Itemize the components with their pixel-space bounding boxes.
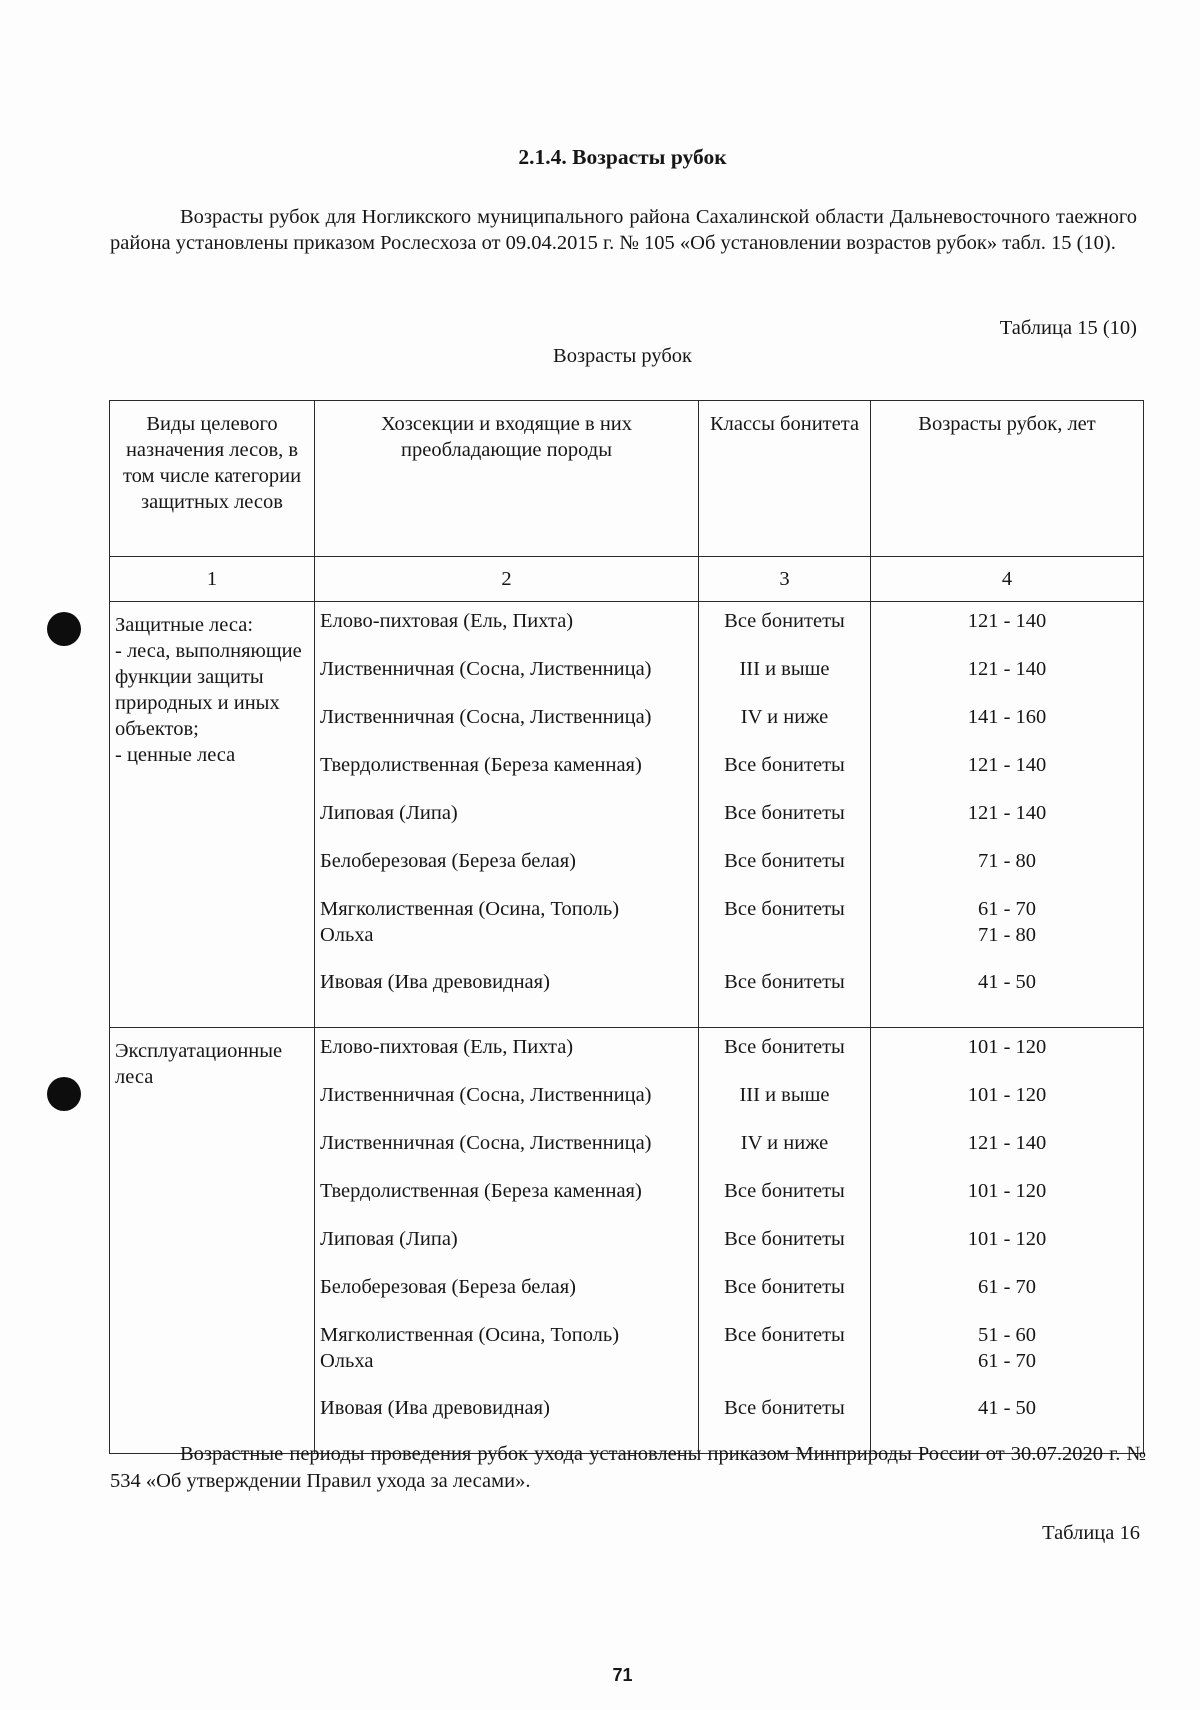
table-header-row	[110, 401, 1144, 557]
forest-category-text: - леса, выполняющие функции защиты природных и иных объектов;	[115, 640, 302, 740]
species-entry	[315, 752, 698, 800]
age-range-text: 41 - 50	[977, 1397, 1037, 1419]
site-class-text: Все бонитеты	[724, 1036, 845, 1058]
age-range-text: 51 - 60	[977, 1324, 1037, 1346]
age-range-text: 121 - 140	[967, 610, 1047, 632]
age-range-text: 121 - 140	[967, 754, 1047, 776]
species-text: Мягколиственная (Осина, Тополь)	[320, 898, 620, 920]
species-entry	[315, 1322, 698, 1395]
header-cell: Классы бонитета	[699, 401, 871, 557]
age-range-text: 61 - 70	[977, 1276, 1037, 1298]
species-entry	[315, 800, 698, 848]
age-range-text: 141 - 160	[967, 706, 1047, 728]
age-range-text: 61 - 70	[977, 898, 1037, 920]
species-text: Ольха	[320, 924, 374, 946]
site-class-text: IV и ниже	[740, 706, 829, 728]
column-number-cell: 4	[871, 557, 1144, 602]
age-range-text: 101 - 120	[967, 1084, 1047, 1106]
punch-hole-mark	[47, 612, 81, 646]
age-entry	[871, 1226, 1143, 1274]
species-text: Ивовая (Ива древовидная)	[320, 971, 550, 993]
site-class-text: Все бонитеты	[724, 898, 845, 920]
species-text: Ольха	[320, 1350, 374, 1372]
species-entry	[315, 704, 698, 752]
site-class-text: Все бонитеты	[724, 1276, 845, 1298]
species-entry	[315, 969, 698, 1017]
forest-category-text: Эксплуатационные леса	[115, 1040, 283, 1088]
species-cell	[315, 1028, 699, 1454]
species-entry	[315, 656, 698, 704]
column-number-row	[110, 557, 1144, 602]
species-entry	[315, 848, 698, 896]
species-text: Липовая (Липа)	[320, 802, 458, 824]
age-range-text: 101 - 120	[967, 1228, 1047, 1250]
site-class-text: IV и ниже	[740, 1132, 829, 1154]
forest-category-text: - ценные леса	[115, 744, 236, 766]
species-text: Лиственничная (Сосна, Лиственница)	[320, 658, 652, 680]
table-title: Возрасты рубок	[553, 345, 692, 367]
section-heading: 2.1.4. Возрасты рубок	[518, 145, 727, 169]
age-entry	[871, 1178, 1143, 1226]
species-text: Твердолиственная (Береза каменная)	[320, 754, 642, 776]
site-class-cell	[699, 1028, 871, 1454]
species-text: Елово-пихтовая (Ель, Пихта)	[320, 610, 574, 632]
age-range-text: 61 - 70	[977, 1350, 1037, 1372]
age-entry	[871, 1034, 1143, 1082]
site-class-text: Все бонитеты	[724, 610, 845, 632]
species-entry	[315, 1034, 698, 1082]
age-range-text: 71 - 80	[977, 850, 1037, 872]
age-entry	[871, 1322, 1143, 1395]
species-text: Мягколиственная (Осина, Тополь)	[320, 1324, 620, 1346]
species-text: Ивовая (Ива древовидная)	[320, 1397, 550, 1419]
age-entry	[871, 800, 1143, 848]
cutting-ages-table	[109, 400, 1144, 1454]
site-class-text: III и выше	[739, 658, 830, 680]
site-class-text: Все бонитеты	[724, 971, 845, 993]
forest-category-text: Защитные леса:	[115, 614, 254, 636]
species-text: Елово-пихтовая (Ель, Пихта)	[320, 1036, 574, 1058]
closing-paragraph: Возрастные периоды проведения рубок ухода установлены приказом Минприроды России от 30.07.2020 г. № 534 «Об утверждении Правил ухода за лесами».	[110, 1443, 1146, 1492]
species-text: Белоберезовая (Береза белая)	[320, 850, 576, 872]
species-entry	[315, 608, 698, 656]
species-entry	[315, 1130, 698, 1178]
species-entry	[315, 1226, 698, 1274]
age-range-text: 101 - 120	[967, 1180, 1047, 1202]
species-text: Липовая (Липа)	[320, 1228, 458, 1250]
species-text: Лиственничная (Сосна, Лиственница)	[320, 1132, 652, 1154]
species-entry	[315, 1274, 698, 1322]
site-class-text: Все бонитеты	[724, 1228, 845, 1250]
species-text: Белоберезовая (Береза белая)	[320, 1276, 576, 1298]
age-entry	[871, 704, 1143, 752]
species-cell	[315, 602, 699, 1028]
site-class-text: Все бонитеты	[724, 754, 845, 776]
site-class-text: Все бонитеты	[724, 850, 845, 872]
age-entry	[871, 1130, 1143, 1178]
species-entry	[315, 1178, 698, 1226]
age-entry	[871, 1274, 1143, 1322]
site-class-cell	[699, 602, 871, 1028]
intro-paragraph: Возрасты рубок для Ногликского муниципального района Сахалинской области Дальневосточного таежного района установлены приказом Рослесхоза от 09.04.2015 г. № 105 «Об установлении возрастов рубок» табл. 15 (10).	[110, 206, 1137, 254]
age-range-text: 71 - 80	[977, 924, 1037, 946]
page-number: 71	[612, 1665, 633, 1685]
age-entry	[871, 1082, 1143, 1130]
forest-category-cell	[110, 602, 315, 1028]
age-entry	[871, 848, 1143, 896]
age-entry	[871, 656, 1143, 704]
species-entry	[315, 1395, 698, 1443]
table-number-label: Таблица 15 (10)	[999, 317, 1137, 339]
site-class-text: Все бонитеты	[724, 802, 845, 824]
column-number-cell: 3	[699, 557, 871, 602]
age-entry	[871, 608, 1143, 656]
column-number-cell: 1	[110, 557, 315, 602]
site-class-text: III и выше	[739, 1084, 830, 1106]
age-entry	[871, 752, 1143, 800]
species-entry	[315, 1082, 698, 1130]
header-cell: Возрасты рубок, лет	[871, 401, 1144, 557]
species-entry	[315, 896, 698, 969]
age-range-text: 121 - 140	[967, 802, 1047, 824]
column-number-cell: 2	[315, 557, 699, 602]
site-class-text: Все бонитеты	[724, 1397, 845, 1419]
age-range-text: 41 - 50	[977, 971, 1037, 993]
forest-group-row	[110, 1028, 1144, 1454]
forest-group-row	[110, 602, 1144, 1028]
age-range-text: 121 - 140	[967, 658, 1047, 680]
punch-hole-mark	[47, 1077, 81, 1111]
species-text: Лиственничная (Сосна, Лиственница)	[320, 706, 652, 728]
cutting-age-cell	[871, 602, 1144, 1028]
species-text: Лиственничная (Сосна, Лиственница)	[320, 1084, 652, 1106]
species-text: Твердолиственная (Береза каменная)	[320, 1180, 642, 1202]
age-entry	[871, 969, 1143, 1017]
age-range-text: 121 - 140	[967, 1132, 1047, 1154]
age-entry	[871, 1395, 1143, 1443]
next-table-label: Таблица 16	[1042, 1522, 1140, 1544]
age-entry	[871, 896, 1143, 969]
header-cell: Виды целевого назначения лесов, в том числе категории защитных лесов	[110, 401, 315, 557]
site-class-text: Все бонитеты	[724, 1180, 845, 1202]
age-range-text: 101 - 120	[967, 1036, 1047, 1058]
header-cell: Хозсекции и входящие в них преобладающие породы	[315, 401, 699, 557]
site-class-text: Все бонитеты	[724, 1324, 845, 1346]
cutting-age-cell	[871, 1028, 1144, 1454]
forest-category-cell	[110, 1028, 315, 1454]
